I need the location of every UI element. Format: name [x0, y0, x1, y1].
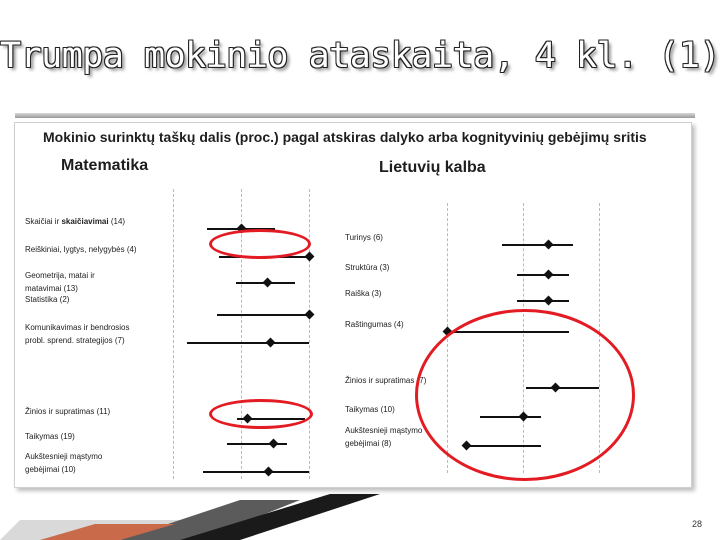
row-label-line	[25, 293, 69, 306]
row-label-line	[25, 243, 137, 256]
data-point	[543, 270, 553, 280]
row-label-line	[345, 287, 381, 300]
row-label-text: Skaičiai ir	[25, 217, 62, 226]
row-label-line	[345, 437, 422, 450]
row-label-line	[345, 318, 404, 331]
row-label-text: Taikymas (10)	[345, 405, 395, 414]
row-label	[25, 430, 75, 443]
row-label	[25, 243, 137, 256]
data-point	[304, 310, 314, 320]
row-label-text: Aukštesnieji mąstymo	[345, 426, 423, 435]
row-label-line	[25, 450, 102, 463]
data-point	[263, 467, 273, 477]
row-label	[345, 261, 389, 274]
row-label-text: Aukštesnieji mąstymo	[25, 452, 103, 461]
row-label-text: Reiškiniai, lygtys, nelygybės (4)	[25, 245, 137, 254]
row-label-text: Geometrija, matai ir	[25, 271, 95, 280]
page-number: 28	[691, 519, 702, 529]
row-label	[25, 293, 69, 306]
row-label-text: Struktūra (3)	[345, 263, 390, 272]
row-label	[25, 269, 95, 295]
grid-line	[173, 189, 174, 479]
slide-decoration	[0, 480, 380, 540]
row-label-line	[25, 215, 125, 228]
row-label-text: Komunikavimas ir bendrosios	[25, 323, 130, 332]
row-label	[345, 424, 422, 450]
row-label	[345, 318, 404, 331]
range-bar	[203, 471, 309, 473]
row-label-text: Raiška (3)	[345, 289, 382, 298]
row-label	[25, 215, 125, 228]
row-label	[25, 405, 110, 418]
data-point	[265, 338, 275, 348]
row-label-text: Žinios ir supratimas (7)	[345, 376, 427, 385]
row-label-line	[25, 321, 130, 334]
row-label	[345, 374, 426, 387]
row-label-text: gebėjimai (8)	[345, 439, 392, 448]
row-label-text: probl. sprend. strategijos (7)	[25, 336, 125, 345]
row-label-line	[25, 430, 75, 443]
row-label	[25, 321, 130, 347]
row-label-line	[25, 405, 110, 418]
data-point	[543, 240, 553, 250]
row-label	[345, 231, 383, 244]
row-label	[345, 403, 395, 416]
row-label-line	[345, 261, 389, 274]
data-point	[304, 252, 314, 262]
row-label-text: Raštingumas (4)	[345, 320, 404, 329]
row-label	[345, 287, 381, 300]
row-label-line	[25, 463, 102, 476]
row-label-text: (14)	[108, 217, 126, 226]
row-label-text: skaičiavimai	[61, 217, 109, 226]
row-label-text: gebėjimai (10)	[25, 465, 76, 474]
row-label-line	[345, 403, 395, 416]
subject-title-lithuanian: Lietuvių kalba	[379, 159, 486, 176]
row-label-line	[25, 269, 95, 282]
row-label-line	[345, 231, 383, 244]
row-label-text: Taikymas (19)	[25, 432, 75, 441]
subject-title-math: Matematika	[61, 157, 149, 174]
highlight-ring	[209, 399, 313, 429]
data-point	[262, 278, 272, 288]
highlight-ring	[415, 309, 635, 481]
chart-panel	[14, 122, 692, 488]
title-underline	[15, 113, 695, 118]
data-point	[268, 439, 278, 449]
row-label-text: Turinys (6)	[345, 233, 383, 242]
range-bar	[502, 244, 573, 246]
row-label-line	[345, 374, 426, 387]
data-point	[543, 296, 553, 306]
range-bar	[187, 342, 309, 344]
slide-title: Trumpa mokinio ataskaita, 4 kl. (1)	[0, 36, 720, 76]
row-label	[25, 450, 102, 476]
row-label-text: Statistika (2)	[25, 295, 70, 304]
row-label-text: Žinios ir supratimas (11)	[25, 407, 111, 416]
row-label-line	[25, 334, 130, 347]
highlight-ring	[209, 229, 311, 259]
row-label-text: matavimai (13)	[25, 284, 78, 293]
chart-title: Mokinio surinktų taškų dalis (proc.) pagal atskiras dalyko arba kognityvinių gebėjimų sritis	[43, 129, 647, 145]
row-label-line	[345, 424, 422, 437]
grid-line	[309, 189, 310, 479]
range-bar	[217, 314, 309, 316]
